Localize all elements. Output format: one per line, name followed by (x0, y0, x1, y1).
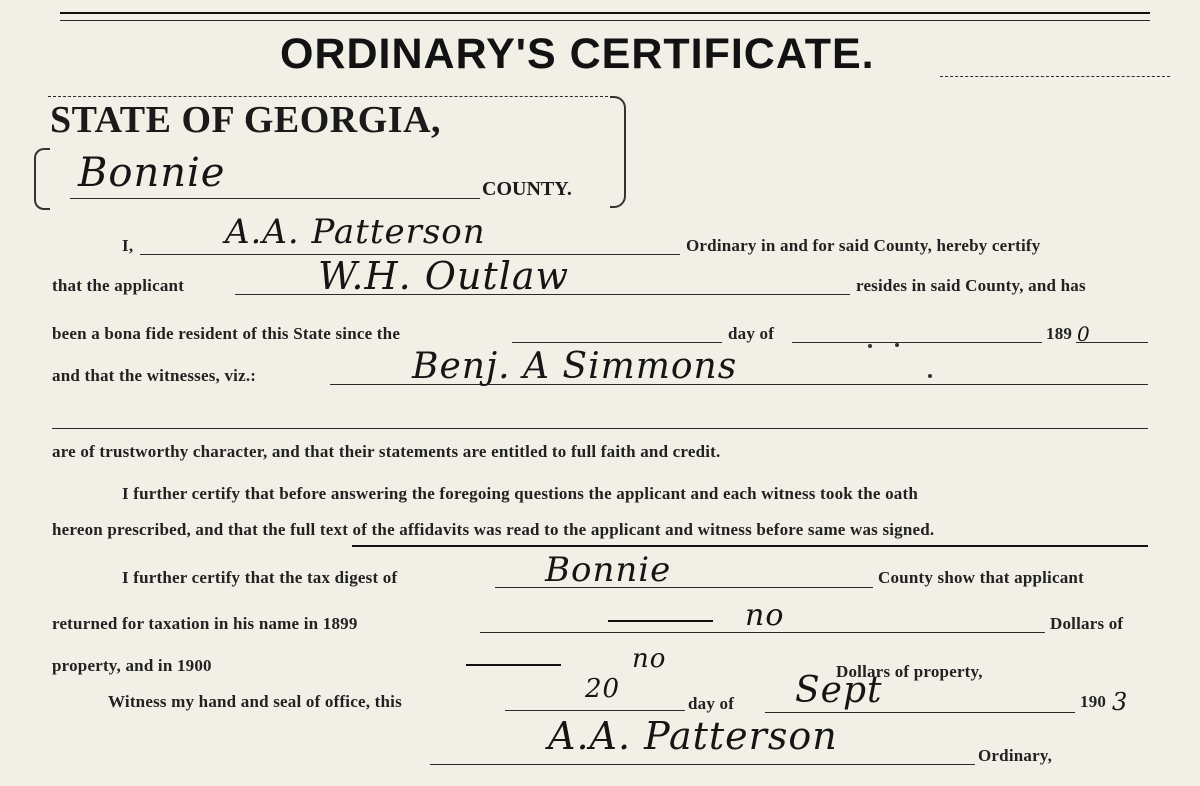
line-witness-hand-prefix: Witness my hand and seal of office, this (108, 692, 402, 711)
line-tax-suffix: County show that applicant (878, 568, 1084, 587)
line-property-suffix: Dollars of property, (836, 662, 983, 681)
property-dash-mark (466, 664, 561, 666)
ink-speck (928, 374, 932, 378)
oath-underline (352, 545, 1148, 547)
line-resident-prefix: been a bona fide resident of this State since the (52, 324, 401, 343)
line-witness-hand-year: 190 (1080, 692, 1107, 711)
line-applicant-prefix: that the applicant (52, 276, 185, 295)
state-heading: STATE OF GEORGIA, (50, 99, 442, 141)
line-resident-year: 189 (1046, 324, 1073, 343)
line-property-prefix: property, and in 1900 (52, 656, 212, 675)
line-resident-day-of: day of (728, 324, 775, 343)
witness-month-handwritten: Sept (795, 670, 883, 711)
line-resident-underline-1 (512, 342, 722, 343)
line-returned-prefix: returned for taxation in his name in 1899 (52, 614, 358, 633)
ordinary-signature-top: A.A. Patterson (225, 212, 486, 252)
ink-speck (895, 343, 899, 347)
line-applicant-suffix: resides in said County, and has (856, 276, 1086, 295)
witness-name-handwritten: Benj. A Simmons (412, 346, 738, 387)
line-witness-hand-underline-1 (505, 710, 685, 711)
state-block-top-line (48, 96, 608, 97)
returned-dash-mark (608, 620, 713, 622)
ordinary-signature-underline (430, 764, 975, 765)
line-tax-prefix: I further certify that the tax digest of (122, 568, 398, 587)
top-border-line (60, 12, 1150, 14)
oath-paragraph-line-1: I further certify that before answering the foregoing questions the applicant and each witness took the oath (122, 484, 919, 503)
line-witness-hand-underline-2 (765, 712, 1075, 713)
resident-year-digit-handwritten: 0 (1077, 322, 1091, 346)
oath-paragraph-line-2: hereon prescribed, and that the full text of the affidavits was read to the applicant and witness before same was signed. (52, 520, 935, 539)
line-i-suffix: Ordinary in and for said County, hereby certify (686, 236, 1041, 255)
right-brace (610, 96, 626, 208)
certificate-title: ORDINARY'S CERTIFICATE. (280, 30, 875, 78)
line-i-prefix: I, (122, 236, 134, 255)
blank-witness-line (52, 428, 1148, 429)
returned-amount-handwritten: no (745, 598, 785, 633)
applicant-name-handwritten: W.H. Outlaw (318, 254, 570, 298)
tax-county-handwritten: Bonnie (545, 550, 672, 590)
left-brace (34, 148, 50, 210)
line-returned-suffix: Dollars of (1050, 614, 1124, 633)
county-underline (70, 198, 480, 199)
ordinary-label: Ordinary, (978, 746, 1053, 765)
ink-speck (868, 344, 872, 348)
property-amount-handwritten: no (632, 644, 667, 674)
line-witnesses-prefix: and that the witnesses, viz.: (52, 366, 257, 385)
trustworthy-line: are of trustworthy character, and that their statements are entitled to full faith and credit. (52, 442, 721, 461)
line-resident-underline-3 (1076, 342, 1148, 343)
line-witness-hand-day-of: day of (688, 694, 735, 713)
witness-year-digit-handwritten: 3 (1112, 688, 1129, 716)
top-border-line-2 (60, 20, 1150, 21)
county-label: COUNTY. (482, 178, 572, 200)
title-trailing-line (940, 76, 1170, 77)
ordinary-signature-bottom: A.A. Patterson (548, 714, 838, 758)
county-handwritten: Bonnie (78, 150, 226, 196)
line-resident-underline-2 (792, 342, 1042, 343)
witness-day-handwritten: 20 (585, 674, 621, 704)
